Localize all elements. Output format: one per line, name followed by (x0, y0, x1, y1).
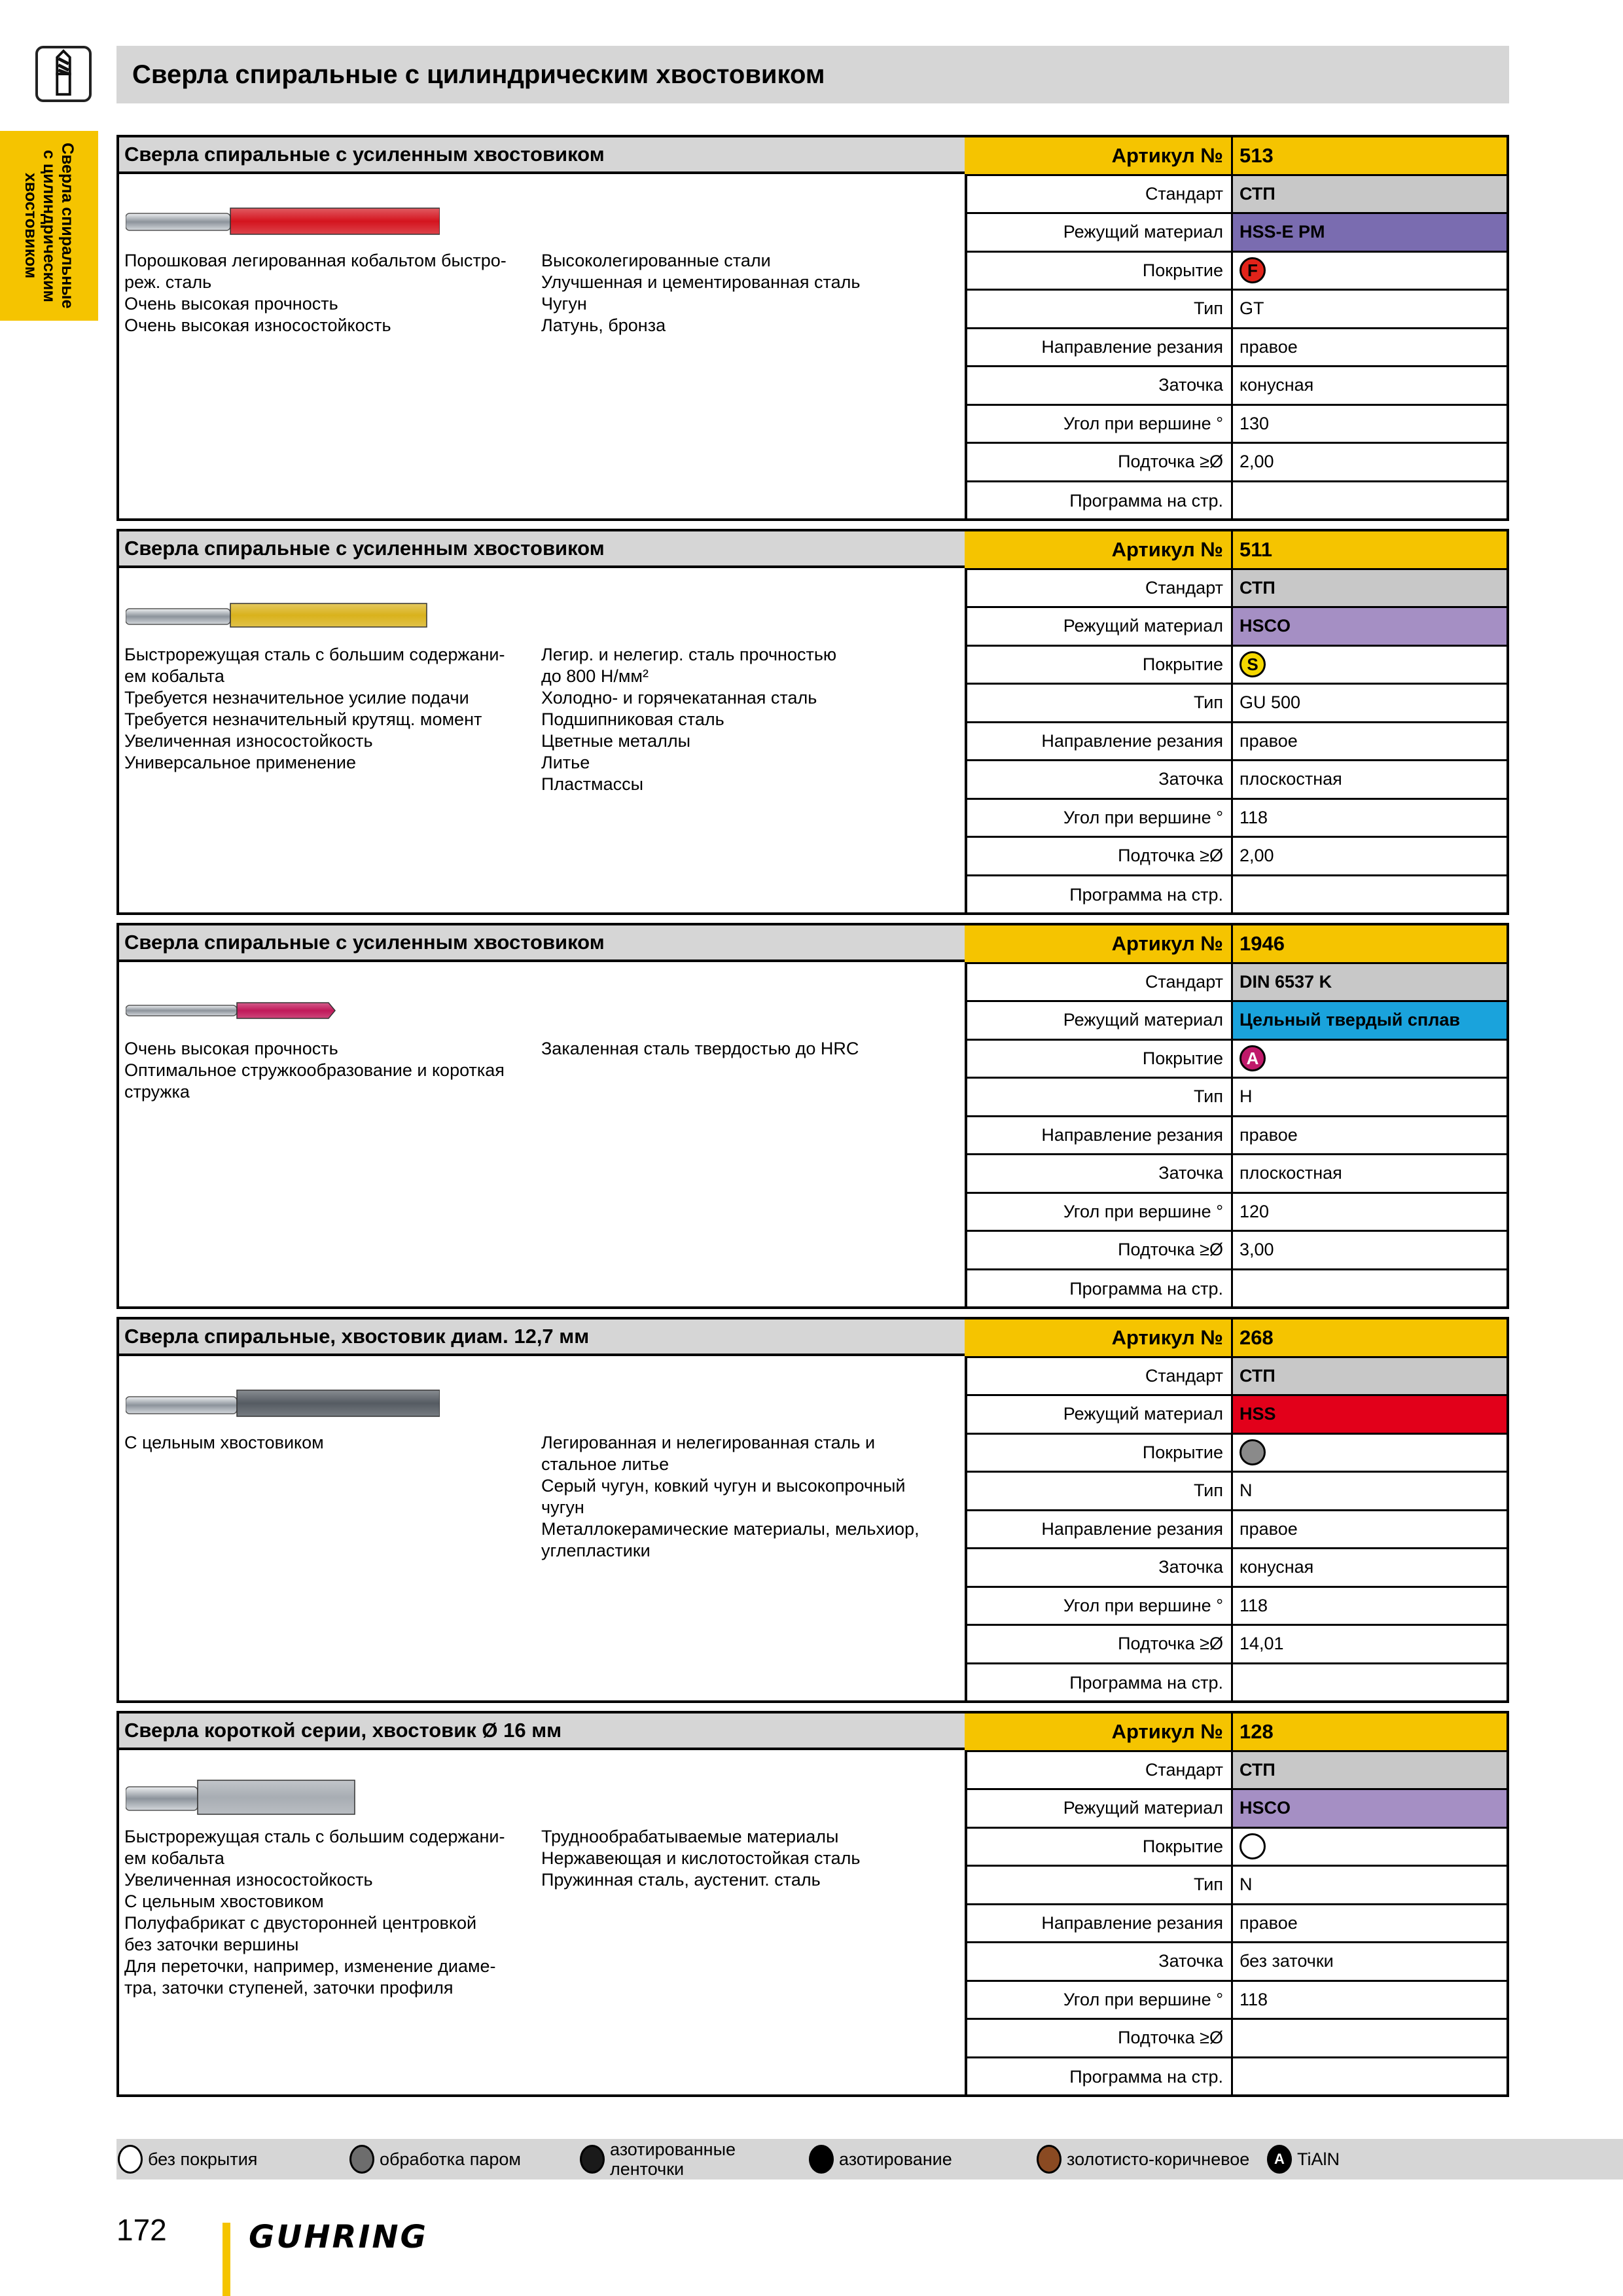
product-block-128 (116, 1711, 1509, 2097)
material-label: Режущий материал (965, 214, 1233, 251)
legend-item (118, 2145, 257, 2174)
coating-badge (1240, 1439, 1266, 1465)
article-label: Артикул № (965, 1713, 1233, 1750)
direction-value: правое (1240, 1912, 1298, 1933)
type-label: Тип (965, 1079, 1233, 1115)
undercut-label: Подточка ≥Ø (965, 1626, 1233, 1662)
coating-label: Покрытие (965, 647, 1233, 683)
article-label: Артикул № (965, 137, 1233, 174)
direction-label: Направление резания (965, 1117, 1233, 1154)
direction-value: правое (1240, 1518, 1298, 1539)
program-value (1233, 2058, 1507, 2097)
grind-label: Заточка (965, 1549, 1233, 1586)
angle-value: 130 (1240, 413, 1270, 433)
program-value (1233, 482, 1507, 521)
material-label: Режущий материал (965, 1790, 1233, 1827)
drill-image (126, 195, 440, 241)
standard-label: Стандарт (965, 1752, 1233, 1789)
direction-row (965, 723, 1507, 762)
legend-swatch-icon (1037, 2145, 1061, 2174)
block-title: Сверла спиральные с усиленным хвостовиком (119, 137, 965, 174)
direction-value: правое (1240, 336, 1298, 357)
material-label: Режущий материал (965, 608, 1233, 645)
angle-row (965, 1588, 1507, 1626)
undercut-value (1233, 2020, 1507, 2056)
article-label: Артикул № (965, 925, 1233, 962)
spec-table (965, 531, 1507, 912)
type-row (965, 1079, 1507, 1117)
spec-table (965, 925, 1507, 1306)
angle-row (965, 406, 1507, 444)
standard-row (965, 1358, 1507, 1397)
materials-text: Труднообрабатываемые материалы Нержавеющая и кислотостойкая сталь Пружинная сталь, аустенит. сталь (541, 1827, 861, 1890)
angle-row (965, 1982, 1507, 2020)
coating-row (965, 1041, 1507, 1079)
undercut-row (965, 1626, 1507, 1664)
legend-label: обработка паром (380, 2149, 521, 2169)
program-row (965, 482, 1507, 521)
type-value: GU 500 (1240, 692, 1301, 713)
article-row (965, 1319, 1507, 1358)
product-block-1946 (116, 923, 1509, 1309)
coating-row (965, 1829, 1507, 1867)
material-row (965, 608, 1507, 647)
direction-row (965, 329, 1507, 368)
type-label: Тип (965, 1867, 1233, 1903)
type-label: Тип (965, 291, 1233, 327)
block-title: Сверла спиральные, хвостовик диам. 12,7 мм (119, 1319, 965, 1356)
grind-row (965, 761, 1507, 800)
article-number[interactable]: 511 (1240, 537, 1273, 561)
material-value: HSCO (1233, 608, 1507, 645)
program-row (965, 1270, 1507, 1309)
coating-row (965, 1435, 1507, 1473)
article-row (965, 531, 1507, 570)
materials-text: Легированная и нелегированная сталь и стальное литье Серый чугун, ковкий чугун и высокопрочный чугун Металлокерамические материалы, мельхиор, углепластики (541, 1433, 919, 1560)
standard-row (965, 176, 1507, 215)
block-title: Сверла спиральные с усиленным хвостовиком (119, 925, 965, 962)
coating-badge: S (1240, 651, 1266, 677)
properties-text: Быстрорежущая сталь с большим содержани- ем кобальта Требуется незначительное усилие подачи Требуется незначительный крутящ. момент Увеличенная износостойкость Универсальное применение (124, 645, 505, 772)
type-row (965, 291, 1507, 329)
legend-swatch-icon (809, 2145, 834, 2174)
drill-icon (35, 46, 92, 102)
angle-row (965, 800, 1507, 838)
material-row (965, 214, 1507, 253)
page-title: Сверла спиральные с цилиндрическим хвостовиком (116, 46, 1509, 103)
standard-value: СТП (1233, 1752, 1507, 1789)
material-value: HSS-E PM (1233, 214, 1507, 251)
article-label: Артикул № (965, 1319, 1233, 1356)
angle-value: 118 (1240, 1595, 1268, 1615)
undercut-label: Подточка ≥Ø (965, 2020, 1233, 2056)
angle-label: Угол при вершине ° (965, 800, 1233, 836)
legend-label: без покрытия (148, 2149, 258, 2169)
page-number: 172 (116, 2213, 167, 2247)
type-label: Тип (965, 1473, 1233, 1509)
legend-label: золотисто-коричневое (1067, 2149, 1250, 2169)
legend-label: TiAlN (1297, 2149, 1340, 2169)
footer-divider (223, 2223, 230, 2296)
direction-label: Направление резания (965, 723, 1233, 760)
undercut-value: 2,00 (1240, 452, 1274, 472)
spec-table (965, 137, 1507, 518)
program-label: Программа на стр. (965, 482, 1233, 521)
grind-value: плоскостная (1240, 769, 1342, 789)
article-row (965, 137, 1507, 176)
material-row (965, 1002, 1507, 1041)
coating-row (965, 647, 1507, 685)
grind-row (965, 1943, 1507, 1982)
brand-logo: GUHRING (249, 2219, 428, 2255)
type-row (965, 1473, 1507, 1511)
properties-text: Очень высокая прочность Оптимальное стружкообразование и короткая стружка (124, 1039, 505, 1102)
program-value (1233, 1270, 1507, 1309)
article-number[interactable]: 268 (1240, 1325, 1274, 1349)
angle-label: Угол при вершине ° (965, 1194, 1233, 1230)
product-block-268 (116, 1317, 1509, 1703)
properties-text: Быстрорежущая сталь с большим содержани- ем кобальта Увеличенная износостойкость С цельным хвостовиком Полуфабрикат с двусторонней центровкой без заточки вершины Для переточки, например, изменение диаме- тра, заточки ступеней, заточки профиля (124, 1827, 505, 1998)
article-number[interactable]: 1946 (1240, 931, 1285, 955)
legend-item (809, 2145, 952, 2174)
angle-value: 118 (1240, 1989, 1268, 2009)
program-label: Программа на стр. (965, 2058, 1233, 2097)
material-value: Цельный твердый сплав (1233, 1002, 1507, 1039)
standard-row (965, 964, 1507, 1003)
grind-value: конусная (1240, 375, 1314, 395)
product-block-513 (116, 135, 1509, 521)
grind-label: Заточка (965, 761, 1233, 798)
legend-swatch-icon (580, 2145, 605, 2174)
direction-label: Направление резания (965, 329, 1233, 366)
material-row (965, 1790, 1507, 1829)
program-label: Программа на стр. (965, 1664, 1233, 1703)
standard-row (965, 570, 1507, 609)
article-row (965, 925, 1507, 964)
spec-table (965, 1713, 1507, 2094)
angle-value: 120 (1240, 1201, 1270, 1221)
material-value: HSCO (1233, 1790, 1507, 1827)
drill-image (126, 983, 440, 1029)
angle-label: Угол при вершине ° (965, 406, 1233, 442)
legend-item (1267, 2145, 1340, 2174)
grind-label: Заточка (965, 1155, 1233, 1192)
grind-value: без заточки (1240, 1951, 1334, 1971)
program-label: Программа на стр. (965, 876, 1233, 915)
side-tab[interactable] (0, 131, 98, 321)
standard-label: Стандарт (965, 1358, 1233, 1395)
grind-label: Заточка (965, 367, 1233, 404)
side-tab-label: Сверла спиральные с цилиндрическим хвостовиком (22, 143, 77, 309)
direction-label: Направление резания (965, 1511, 1233, 1548)
grind-value: плоскостная (1240, 1163, 1342, 1183)
grind-row (965, 367, 1507, 406)
legend-swatch-icon (118, 2145, 143, 2174)
direction-value: правое (1240, 1124, 1298, 1145)
coating-label: Покрытие (965, 253, 1233, 289)
properties-text: С цельным хвостовиком (124, 1433, 324, 1452)
coating-label: Покрытие (965, 1829, 1233, 1865)
coating-row (965, 253, 1507, 291)
standard-value: СТП (1233, 176, 1507, 213)
direction-row (965, 1117, 1507, 1156)
drill-image (126, 589, 440, 635)
grind-row (965, 1549, 1507, 1588)
spec-table (965, 1319, 1507, 1700)
coating-badge: F (1240, 257, 1266, 283)
grind-label: Заточка (965, 1943, 1233, 1980)
standard-label: Стандарт (965, 176, 1233, 213)
direction-value: правое (1240, 730, 1298, 751)
undercut-label: Подточка ≥Ø (965, 444, 1233, 480)
legend-item (349, 2145, 521, 2174)
legend-item (1037, 2145, 1249, 2174)
standard-row (965, 1752, 1507, 1791)
coating-badge: A (1240, 1045, 1266, 1071)
legend-label: азотирование (839, 2149, 952, 2169)
material-label: Режущий материал (965, 1396, 1233, 1433)
program-label: Программа на стр. (965, 1270, 1233, 1309)
coating-label: Покрытие (965, 1041, 1233, 1077)
product-block-511 (116, 529, 1509, 915)
drill-image (126, 1377, 440, 1423)
materials-text: Легир. и нелегир. сталь прочностью до 800 Н/мм² Холодно- и горячекатанная сталь Подшипниковая сталь Цветные металлы Литье Пластмассы (541, 645, 837, 794)
article-label: Артикул № (965, 531, 1233, 568)
undercut-value: 3,00 (1240, 1240, 1274, 1260)
angle-row (965, 1194, 1507, 1232)
article-number[interactable]: 513 (1240, 143, 1274, 167)
type-row (965, 1867, 1507, 1905)
direction-row (965, 1905, 1507, 1944)
type-row (965, 685, 1507, 723)
standard-label: Стандарт (965, 570, 1233, 607)
block-title: Сверла спиральные с усиленным хвостовиком (119, 531, 965, 568)
undercut-label: Подточка ≥Ø (965, 1232, 1233, 1268)
drill-image (126, 1771, 440, 1817)
materials-text: Закаленная сталь твердостью до HRC (541, 1039, 859, 1058)
program-value (1233, 1664, 1507, 1703)
block-title: Сверла короткой серии, хвостовик Ø 16 мм (119, 1713, 965, 1750)
coating-badge (1240, 1833, 1266, 1859)
angle-label: Угол при вершине ° (965, 1982, 1233, 2018)
grind-row (965, 1155, 1507, 1194)
direction-row (965, 1511, 1507, 1550)
program-value (1233, 876, 1507, 915)
type-value: N (1240, 1874, 1253, 1895)
program-row (965, 2058, 1507, 2097)
material-row (965, 1396, 1507, 1435)
standard-value: СТП (1233, 1358, 1507, 1395)
properties-text: Порошковая легированная кобальтом быстро- реж. сталь Очень высокая прочность Очень высокая износостойкость (124, 251, 507, 335)
type-value: H (1240, 1086, 1253, 1107)
coating-label: Покрытие (965, 1435, 1233, 1471)
undercut-label: Подточка ≥Ø (965, 838, 1233, 874)
grind-value: конусная (1240, 1557, 1314, 1577)
type-value: GT (1240, 298, 1264, 319)
standard-value: СТП (1233, 570, 1507, 607)
type-value: N (1240, 1480, 1253, 1501)
standard-value: DIN 6537 K (1233, 964, 1507, 1001)
legend-item (580, 2140, 736, 2179)
legend-swatch-icon: A (1267, 2145, 1292, 2174)
angle-label: Угол при вершине ° (965, 1588, 1233, 1624)
coating-legend (116, 2139, 1623, 2179)
undercut-value: 14,01 (1240, 1634, 1284, 1654)
article-row (965, 1713, 1507, 1752)
legend-label: азотированные ленточки (610, 2140, 736, 2179)
material-label: Режущий материал (965, 1002, 1233, 1039)
program-row (965, 1664, 1507, 1703)
article-number[interactable]: 128 (1240, 1719, 1274, 1743)
undercut-row (965, 1232, 1507, 1270)
undercut-row (965, 444, 1507, 482)
direction-label: Направление резания (965, 1905, 1233, 1942)
program-row (965, 876, 1507, 915)
legend-swatch-icon (349, 2145, 374, 2174)
undercut-row (965, 838, 1507, 876)
standard-label: Стандарт (965, 964, 1233, 1001)
angle-value: 118 (1240, 807, 1268, 827)
undercut-row (965, 2020, 1507, 2058)
material-value: HSS (1233, 1396, 1507, 1433)
undercut-value: 2,00 (1240, 846, 1274, 866)
type-label: Тип (965, 685, 1233, 721)
materials-text: Высоколегированные стали Улучшенная и цементированная сталь Чугун Латунь, бронза (541, 251, 861, 335)
